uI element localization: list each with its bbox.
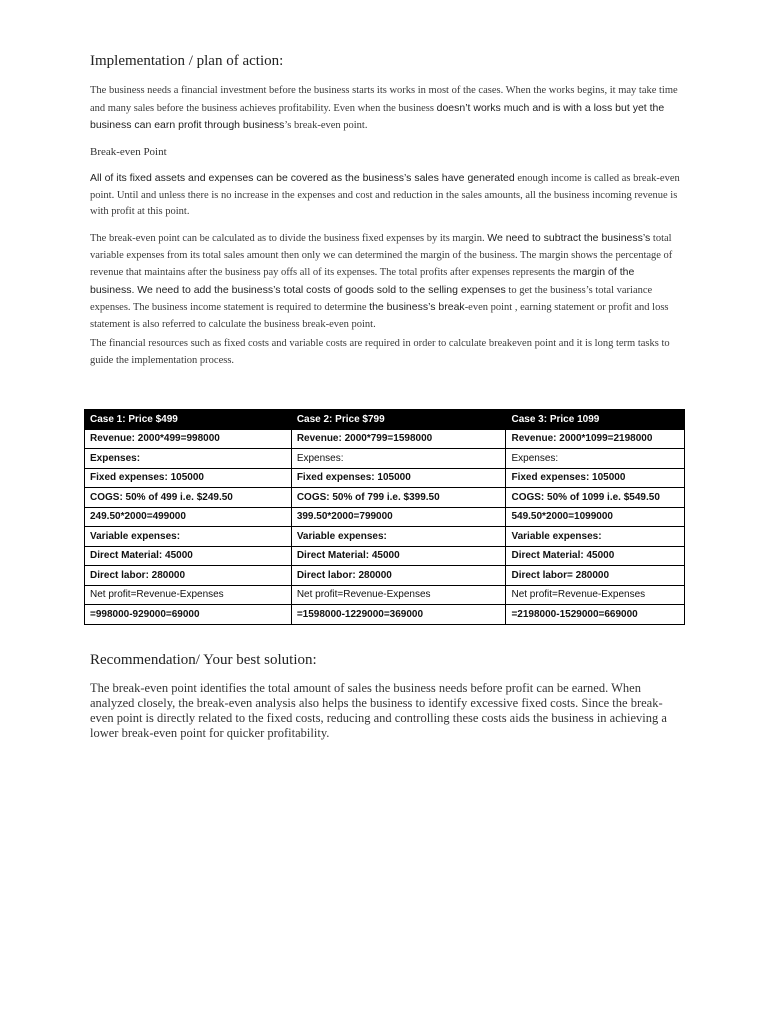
table-cell: 549.50*2000=1099000 xyxy=(506,507,685,527)
table-cell: Expenses: xyxy=(506,449,685,469)
table-cell: COGS: 50% of 1099 i.e. $549.50 xyxy=(506,488,685,508)
table-cell: Expenses: xyxy=(85,449,292,469)
table-row xyxy=(85,585,685,605)
header-case-3: Case 3: Price 1099 xyxy=(506,410,685,430)
table-cell: Fixed expenses: 105000 xyxy=(291,468,506,488)
break-even-heading: Break-even Point xyxy=(90,146,167,158)
table-cell: Net profit=Revenue-Expenses xyxy=(291,585,506,605)
table-cell: Expenses: xyxy=(291,449,506,469)
table-cell: Direct Material: 45000 xyxy=(85,546,292,566)
table-row xyxy=(85,429,685,449)
table-cell: Variable expenses: xyxy=(85,527,292,547)
table-cell: Direct labor: 280000 xyxy=(85,566,292,586)
calc-text-4: margin of the business. We need to add the business’s total costs of goods sold to the selling expenses xyxy=(90,266,635,296)
table-cell: Fixed expenses: 105000 xyxy=(85,468,292,488)
calc-text-7: -even point , earning statement or profit and loss statement is also referred to calculate the business break-even point. xyxy=(90,302,669,330)
table-row xyxy=(85,507,685,527)
header-case-2: Case 2: Price $799 xyxy=(291,410,506,430)
table-cell: Revenue: 2000*1099=2198000 xyxy=(506,429,685,449)
resources-paragraph: The financial resources such as fixed costs and variable costs are required in order to calculate breakeven point and it is long term tasks to guide the implementation process. xyxy=(90,338,670,366)
table-cell: 249.50*2000=499000 xyxy=(85,507,292,527)
calculation-paragraph xyxy=(90,230,680,333)
table-cell: Direct Material: 45000 xyxy=(506,546,685,566)
table-cell: Net profit=Revenue-Expenses xyxy=(85,585,292,605)
calc-text-1: The break-even point can be calculated as to divide the business fixed expenses by its margin. xyxy=(90,233,488,244)
table-cell: =998000-929000=69000 xyxy=(85,605,292,625)
table-cell: Direct Material: 45000 xyxy=(291,546,506,566)
table-cell: =2198000-1529000=669000 xyxy=(506,605,685,625)
table-header-row xyxy=(85,410,685,430)
table-row xyxy=(85,527,685,547)
table-row xyxy=(85,468,685,488)
cases-table xyxy=(84,409,685,625)
intro-text-1: The business needs a financial investment before the business starts its works in most of the cases. When the works begins, it may take time and many sales before the business achieves profitability. Even when the business xyxy=(90,85,678,114)
calc-text-5: to get the business’s total variance expenses. The business income statement is required to determine xyxy=(90,284,653,313)
table-cell: =1598000-1229000=369000 xyxy=(291,605,506,625)
table-cell: Revenue: 2000*799=1598000 xyxy=(291,429,506,449)
calc-text-2: We need to subtract the business’s xyxy=(487,232,651,244)
intro-paragraph xyxy=(90,83,680,135)
calc-text-3: total variable expenses from its total sales amount then only we can determined the margin of the business. The margin shows the percentage of revenue that maintains after the business pay offs all of its expenses. The total profits after expenses represents the xyxy=(90,233,673,278)
table-cell: Fixed expenses: 105000 xyxy=(506,468,685,488)
table-cell: Variable expenses: xyxy=(291,527,506,547)
intro-text-2: doesn’t works much and is with a loss but yet the business can earn profit through business xyxy=(90,101,665,131)
break-even-paragraph xyxy=(90,170,680,221)
table-cell: Direct labor= 280000 xyxy=(506,566,685,586)
calc-text-6: the business’s break xyxy=(369,301,465,313)
table-cell: COGS: 50% of 499 i.e. $249.50 xyxy=(85,488,292,508)
recommendation-paragraph: The break-even point identifies the total amount of sales the business needs before profit can be earned. When analyzed closely, the break-even analysis also helps the business to identify excessive fixed costs. Since the break-even point is directly related to the fixed costs, reducing and controlling these costs aids the business in achieving a lower break-even point for quicker profitability. xyxy=(90,681,667,740)
table-row xyxy=(85,605,685,625)
table-cell: Direct labor: 280000 xyxy=(291,566,506,586)
table-cell: Revenue: 2000*499=998000 xyxy=(85,429,292,449)
table-cell: Variable expenses: xyxy=(506,527,685,547)
table-row xyxy=(85,566,685,586)
table-row xyxy=(85,546,685,566)
table-cell: COGS: 50% of 799 i.e. $399.50 xyxy=(291,488,506,508)
intro-text-3: ’s break-even point. xyxy=(284,120,368,131)
bep-text-1: All of its fixed assets and expenses can be covered as the business’s sales have generated xyxy=(90,172,515,184)
table-cell: Net profit=Revenue-Expenses xyxy=(506,585,685,605)
recommendation-heading: Recommendation/ Your best solution: xyxy=(90,652,317,668)
implementation-heading: Implementation / plan of action: xyxy=(90,53,284,69)
table-row xyxy=(85,449,685,469)
table-row xyxy=(85,488,685,508)
header-case-1: Case 1: Price $499 xyxy=(85,410,292,430)
bep-text-2: enough income is called as break-even point. Until and unless there is no increase in the expenses and cost and reduction in the sales amounts, all the business incoming revenue is with profit at this point. xyxy=(90,173,680,217)
table-cell: 399.50*2000=799000 xyxy=(291,507,506,527)
